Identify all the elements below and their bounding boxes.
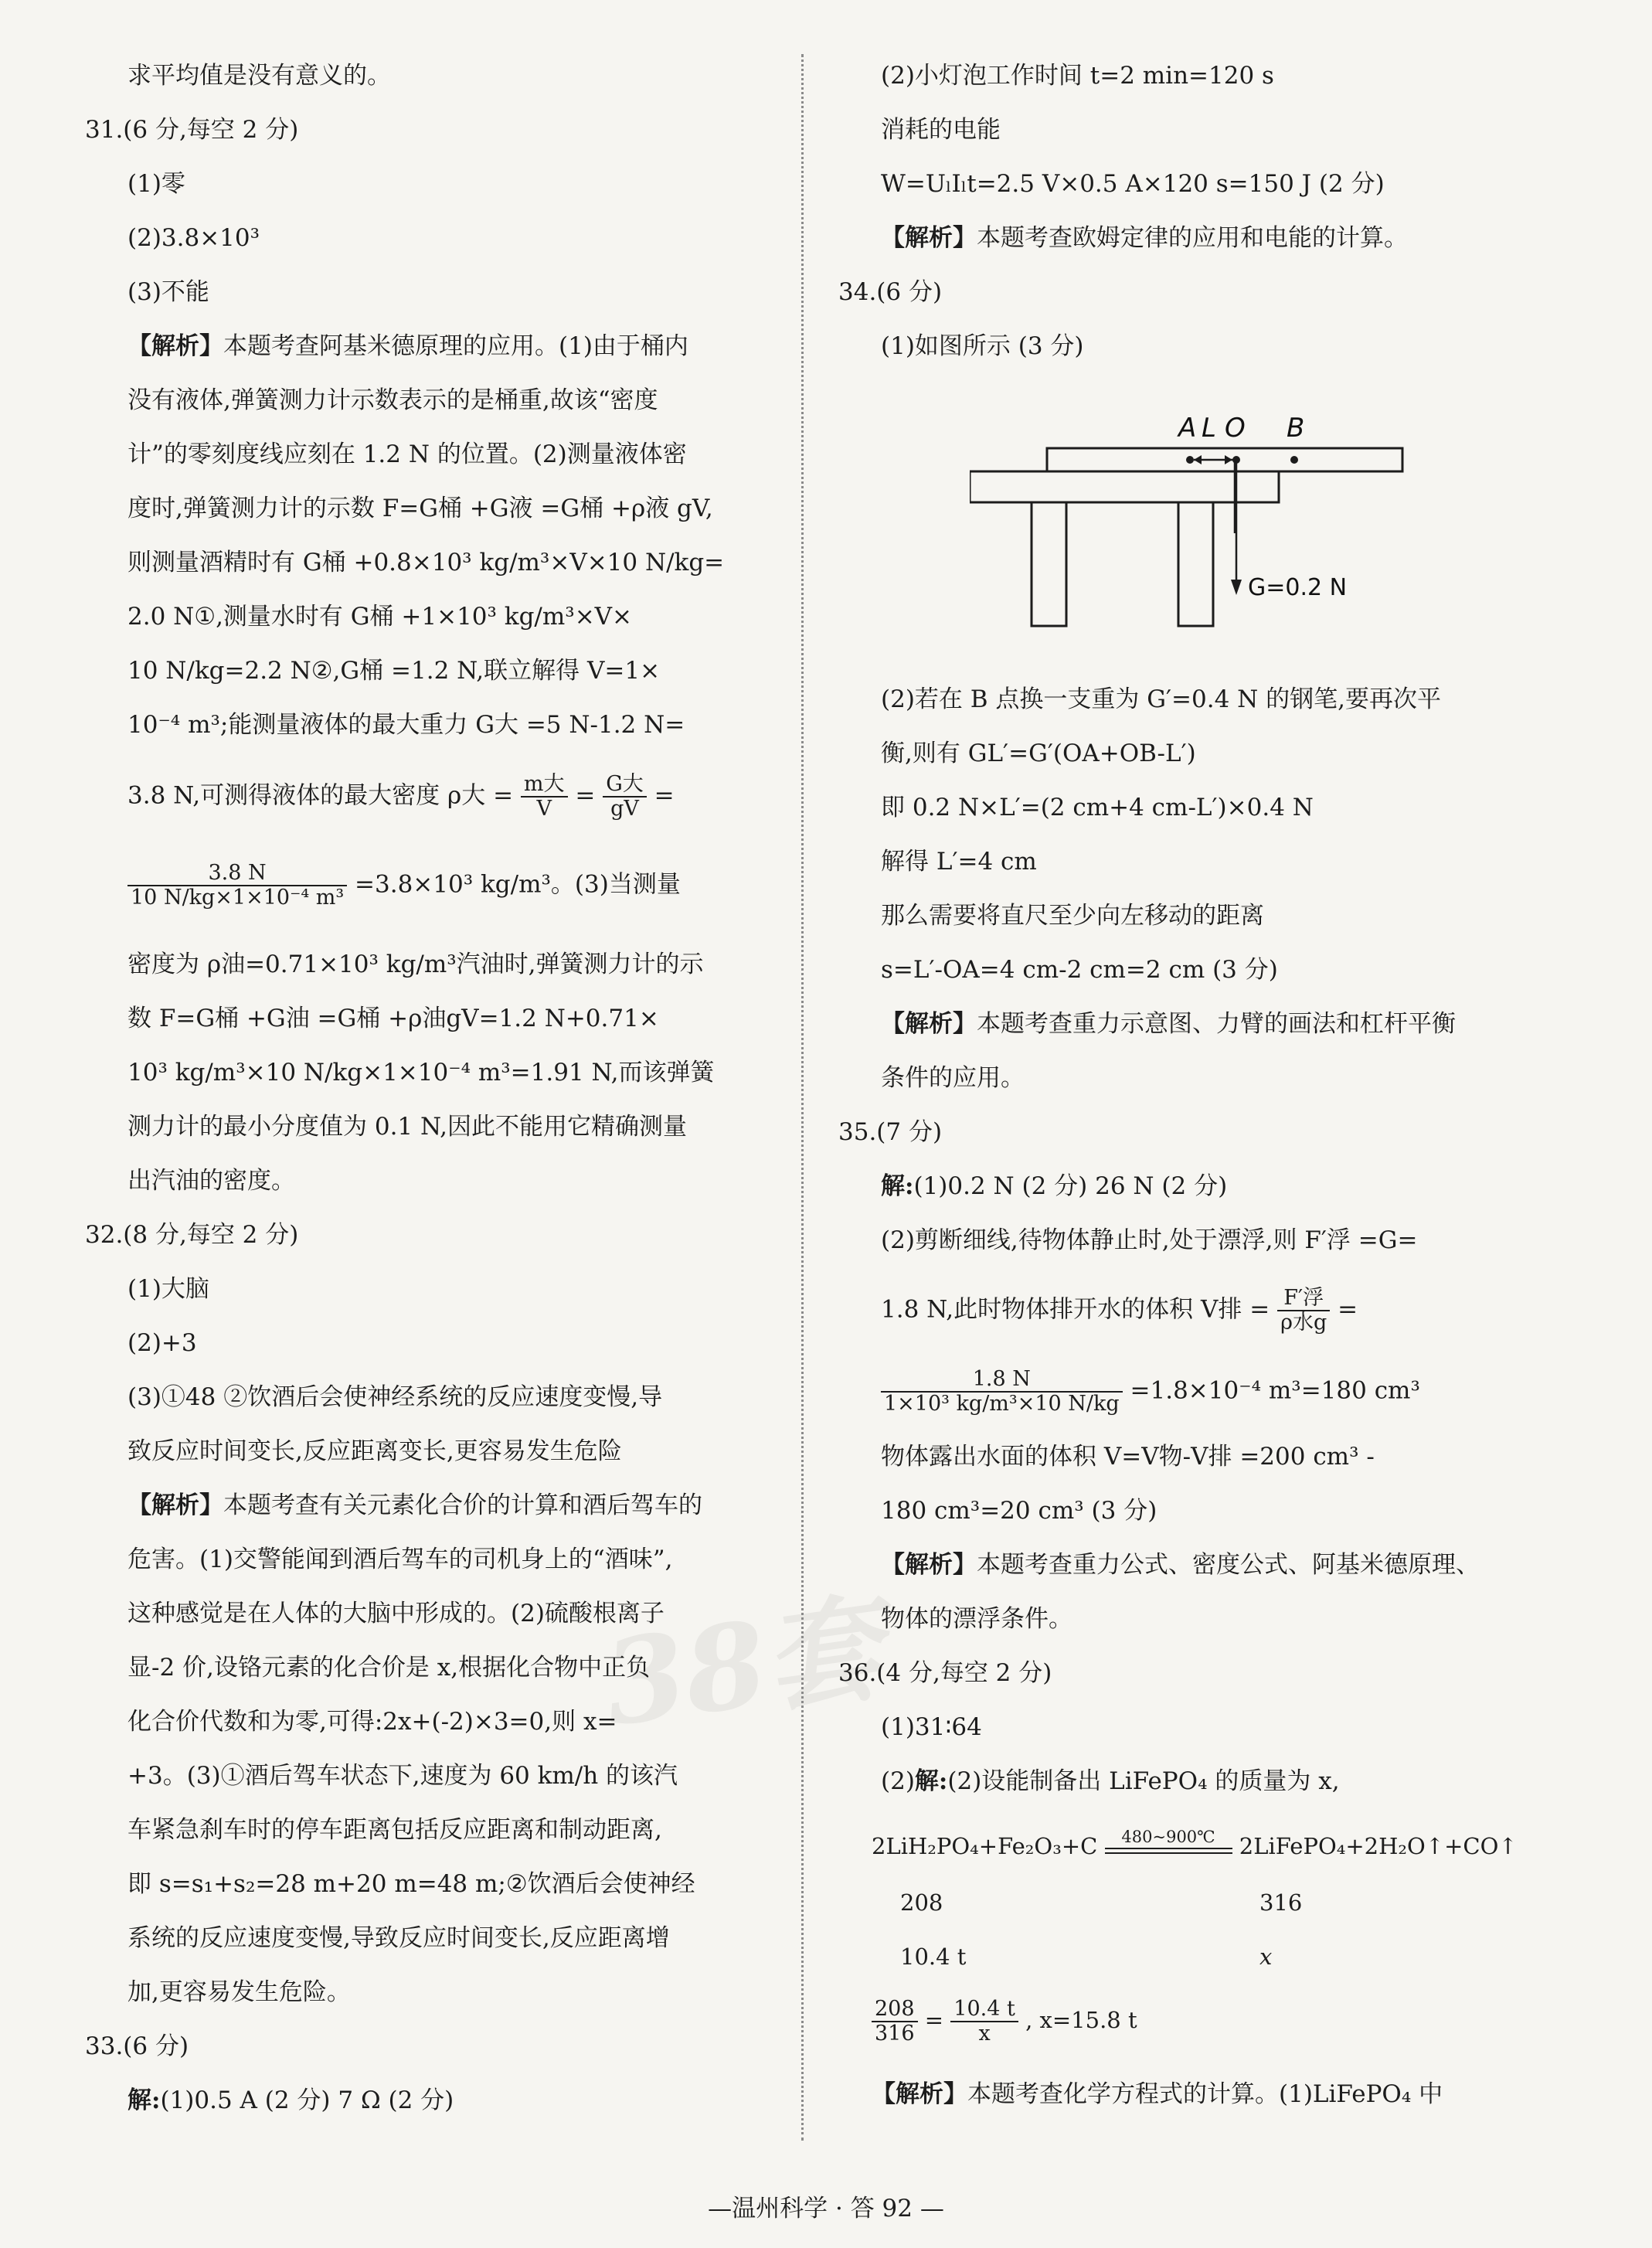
answer-text: (1)0.5 A (2 分) 7 Ω (2 分) [160,2086,454,2114]
analysis-line: 车紧急刹车时的停车距离包括反应距离和制动距离, [127,1816,662,1844]
answer-text: (2) [881,1767,915,1795]
analysis-text: 3.8 N,可测得液体的最大密度 ρ大 = [127,781,514,810]
given-mass: 10.4 t [900,1944,967,1970]
analysis-tag: 【解析】 [881,1010,977,1038]
analysis-line [127,331,688,362]
answer-line: s=L′-OA=4 cm-2 cm=2 cm (3 分) [881,956,1278,984]
answer-line: (2)若在 B 点换一支重为 G′=0.4 N 的钢笔,要再次平 [881,685,1442,713]
answer-line: (2)+3 [127,1329,197,1357]
analysis-line: 物体的漂浮条件。 [881,1605,1072,1633]
answer-line [881,1368,1420,1416]
analysis-text: 本题考查化学方程式的计算。(1)LiFePO₄ 中 [967,2080,1443,2108]
answer-line: (1)零 [127,170,185,198]
analysis-text: 本题考查重力公式、密度公式、阿基米德原理、 [977,1551,1480,1579]
analysis-line: 度时,弹簧测力计的示数 F=G桶 +G液 =G桶 +ρ液 gV, [127,495,713,522]
answer-text: (1)0.2 N (2 分) 26 N (2 分) [913,1172,1228,1200]
answer-line: 衡,则有 GL′=G′(OA+OB-L′) [881,740,1196,767]
analysis-tag: 【解析】 [127,332,223,360]
equation-reactants: 2LiH₂PO₄+Fe₂O₃+C [872,1833,1098,1859]
label-g: G=0.2 N [1248,574,1348,601]
page-footer: —温州科学 · 答 92 — [708,2195,944,2222]
analysis-line [127,862,681,910]
answer-text: (2)设能制备出 LiFePO₄ 的质量为 x, [947,1767,1340,1795]
analysis-text: 本题考查阿基米德原理的应用。(1)由于桶内 [223,332,688,360]
analysis-line: 系统的反应速度变慢,导致反应时间变长,反应距离增 [127,1924,670,1952]
analysis-line [881,1549,1480,1580]
answer-text: =1.8×10⁻⁴ m³=180 cm³ [1130,1376,1420,1405]
analysis-line: 计”的零刻度线应刻在 1.2 N 的位置。(2)测量液体密 [127,440,687,468]
molar-mass: 316 [1259,1889,1303,1916]
analysis-line [127,1490,702,1521]
analysis-line [881,223,1408,253]
answer-line: (1)31∶64 [881,1713,982,1741]
chemical-equation [872,1828,1518,1859]
label-a: A [1178,413,1197,444]
result-text: , x=15.8 t [1025,2007,1137,2033]
analysis-tag: 【解析】 [881,224,977,252]
analysis-line: 没有液体,弹簧测力计示数表示的是桶重,故该“密度 [127,386,658,414]
analysis-line: 则测量酒精时有 G桶 +0.8×10³ kg/m³×V×10 N/kg= [127,549,725,576]
answer-line [127,2085,454,2116]
q31-heading: 31.(6 分,每空 2 分) [85,116,299,144]
label-o: O [1225,413,1246,444]
analysis-text: =3.8×10³ kg/m³。(3)当测量 [355,870,681,899]
answer-line: (1)如图所示 (3 分) [881,332,1084,360]
answer-text: 1.8 N,此时物体排开水的体积 V排 = [881,1295,1270,1324]
answer-line: 消耗的电能 [881,116,1001,144]
table-leg [1178,502,1213,626]
point-b [1290,456,1298,464]
analysis-line [872,2079,1443,2110]
analysis-line [881,1008,1456,1039]
fraction: $\frac{\text{G大}}{gV}$ [603,773,647,821]
analysis-line: 危害。(1)交警能闻到酒后驾车的司机身上的“酒味”, [127,1546,673,1573]
answer-line: (2)小灯泡工作时间 t=2 min=120 s [881,62,1274,90]
analysis-text: 本题考查欧姆定律的应用和电能的计算。 [977,224,1408,252]
solution-tag: 解: [127,2086,161,2114]
q35-heading: 35.(7 分) [838,1118,943,1146]
answer-line: (1)大脑 [127,1275,209,1303]
fraction: $\frac{1.8 N}{\text{1×10³ kg/m³×10 N/kg}}$ [881,1368,1123,1416]
answer-line: 解得 L′=4 cm [881,848,1037,876]
analysis-text: 本题考查有关元素化合价的计算和酒后驾车的 [223,1491,702,1519]
solution-tag: 解: [881,1172,914,1200]
answer-line: 1.8 N,此时物体排开水的体积 V排 = $\frac{\text{F′浮}}{\text{ρ水g}}$ = [881,1286,1358,1335]
column-divider [801,54,804,2141]
analysis-line: 显-2 价,设铬元素的化合价是 x,根据化合物中正负 [127,1654,651,1682]
watermark: 38套 [596,1579,890,1753]
answer-line: 180 cm³=20 cm³ (3 分) [881,1497,1157,1525]
analysis-line: 数 F=G桶 +G油 =G桶 +ρ油gV=1.2 N+0.71× [127,1005,659,1032]
analysis-line: 测力计的最小分度值为 0.1 N,因此不能用它精确测量 [127,1113,688,1141]
analysis-tag: 【解析】 [127,1491,223,1519]
analysis-line: 这种感觉是在人体的大脑中形成的。(2)硫酸根离子 [127,1600,665,1627]
answer-line: 即 0.2 N×L′=(2 cm+4 cm-L′)×0.4 N [881,794,1314,821]
text-line: 求平均值是没有意义的。 [127,62,391,90]
answer-line [881,1766,1340,1797]
fraction: $\frac{\text{m大}}{V}$ [521,773,568,821]
ratio-equation: $\frac{208}{316}$ = $\frac{10.4 t}{x}$ , x=15.8 t [872,1998,1137,2046]
q32-heading: 32.(8 分,每空 2 分) [85,1221,299,1249]
answer-line: (3)①48 ②饮酒后会使神经系统的反应速度变慢,导 [127,1383,663,1411]
analysis-tag: 【解析】 [881,1551,977,1579]
answer-line: (3)不能 [127,278,209,306]
molar-mass: 208 [900,1889,943,1916]
fraction: $\frac{10.4 t}{x}$ [950,1998,1018,2046]
q33-heading: 33.(6 分) [85,2032,189,2060]
reaction-condition: 480~900℃ [1105,1845,1232,1854]
answer-line: 物体露出水面的体积 V=V物-V排 =200 cm³ - [881,1443,1375,1471]
point-a [1186,456,1194,464]
q36-heading: 36.(4 分,每空 2 分) [838,1659,1052,1687]
analysis-line: +3。(3)①酒后驾车状态下,速度为 60 km/h 的该汽 [127,1762,678,1790]
table-leg [1032,502,1066,626]
lever-figure [970,406,1418,638]
analysis-line: 条件的应用。 [881,1064,1025,1092]
answer-line: (2)3.8×10³ [127,224,260,252]
analysis-line: 10⁻⁴ m³;能测量液体的最大重力 G大 =5 N-1.2 N= [127,711,685,739]
analysis-line: 化合价代数和为零,可得:2x+(-2)×3=0,则 x= [127,1708,617,1736]
analysis-line: 2.0 N①,测量水时有 G桶 +1×10³ kg/m³×V× [127,603,633,631]
answer-line: W=UₗIₗt=2.5 V×0.5 A×120 s=150 J (2 分) [881,170,1385,198]
label-b: B [1287,413,1305,444]
analysis-line: 加,更容易发生危险。 [127,1978,351,2006]
analysis-line: 密度为 ρ油=0.71×10³ kg/m³汽油时,弹簧测力计的示 [127,951,704,978]
answer-line: 致反应时间变长,反应距离变长,更容易发生危险 [127,1437,622,1465]
analysis-text: 本题考查重力示意图、力臂的画法和杠杆平衡 [977,1010,1456,1038]
analysis-tag: 【解析】 [872,2080,967,2108]
answer-line: 那么需要将直尺至少向左移动的距离 [881,902,1264,930]
analysis-line: 即 s=s₁+s₂=28 m+20 m=48 m;②饮酒后会使神经 [127,1870,695,1898]
analysis-line: 3.8 N,可测得液体的最大密度 ρ大 = $\frac{\text{m大}}{V}$ = $\frac{\text{G大}}{gV}$ = [127,772,675,821]
fraction: $\frac{\text{F′浮}}{\text{ρ水g}}$ [1277,1287,1330,1335]
solution-tag: 解: [914,1767,948,1795]
analysis-line: 10³ kg/m³×10 N/kg×1×10⁻⁴ m³=1.91 N,而该弹簧 [127,1059,715,1087]
answer-line: (2)剪断细线,待物体静止时,处于漂浮,则 F′浮 =G= [881,1226,1418,1254]
analysis-line: 出汽油的密度。 [127,1167,295,1195]
fraction: $\frac{208}{316}$ [872,1998,918,2046]
analysis-line: 10 N/kg=2.2 N②,G桶 =1.2 N,联立解得 V=1× [127,657,661,685]
fraction: $\frac{3.8 N}{\text{10 N/kg×1×10⁻⁴ m³}}$ [127,862,347,910]
table-top [970,471,1279,502]
q34-heading: 34.(6 分) [838,278,943,306]
unknown-mass: x [1259,1944,1273,1970]
equation-products: 2LiFePO₄+2H₂O↑+CO↑ [1239,1833,1518,1859]
label-l: L [1202,413,1216,444]
answer-line [881,1171,1227,1202]
